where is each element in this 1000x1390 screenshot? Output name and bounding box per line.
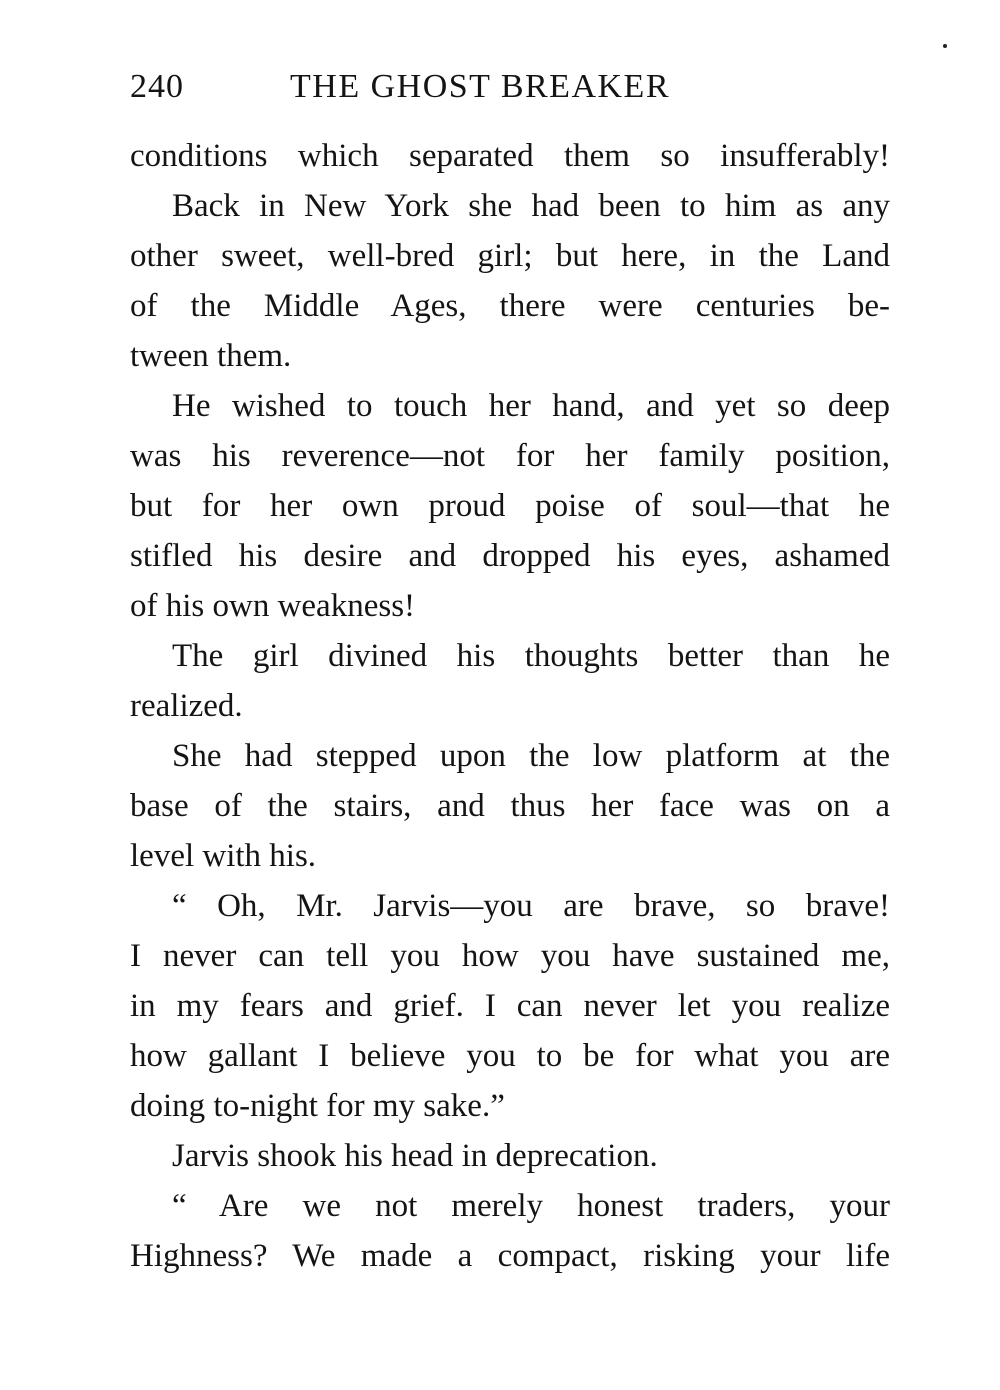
text-line: “ Oh, Mr. Jarvis—you are brave, so brave! [172, 888, 890, 924]
page-number: 240 [130, 68, 184, 105]
text-line: Jarvis shook his head in deprecation. [172, 1138, 658, 1174]
text-line: The girl divined his thoughts better than he [172, 638, 890, 674]
text-line: level with his. [130, 838, 317, 874]
text-line: but for her own proud poise of soul—that he [130, 488, 890, 524]
text-line: conditions which separated them so insufferably! [130, 138, 890, 174]
text-line: He wished to touch her hand, and yet so deep [172, 388, 890, 424]
text-line: base of the stairs, and thus her face was on a [130, 788, 890, 824]
text-line: in my fears and grief. I can never let you realize [130, 988, 890, 1024]
text-line: was his reverence—not for her family position, [130, 438, 890, 474]
running-head [130, 62, 890, 112]
text-line: doing to-night for my sake.” [130, 1088, 505, 1124]
text-line: other sweet, well-bred girl; but here, in the Land [130, 238, 890, 274]
text-line: tween them. [130, 338, 292, 374]
text-line: She had stepped upon the low platform at the [172, 738, 890, 774]
text-line: “ Are we not merely honest traders, your [172, 1188, 890, 1224]
text-line: stifled his desire and dropped his eyes, ashamed [130, 538, 890, 574]
text-line: realized. [130, 688, 243, 724]
book-title: THE GHOST BREAKER [290, 68, 670, 105]
text-line: how gallant I believe you to be for what you are [130, 1038, 890, 1074]
text-line: Highness? We made a compact, risking your life [130, 1238, 890, 1274]
body-text [130, 131, 890, 1281]
ink-speck [943, 44, 947, 48]
text-line: of the Middle Ages, there were centuries be- [130, 288, 890, 324]
text-line: of his own weakness! [130, 588, 416, 624]
text-line: Back in New York she had been to him as any [172, 188, 890, 224]
text-line: I never can tell you how you have sustained me, [130, 938, 890, 974]
